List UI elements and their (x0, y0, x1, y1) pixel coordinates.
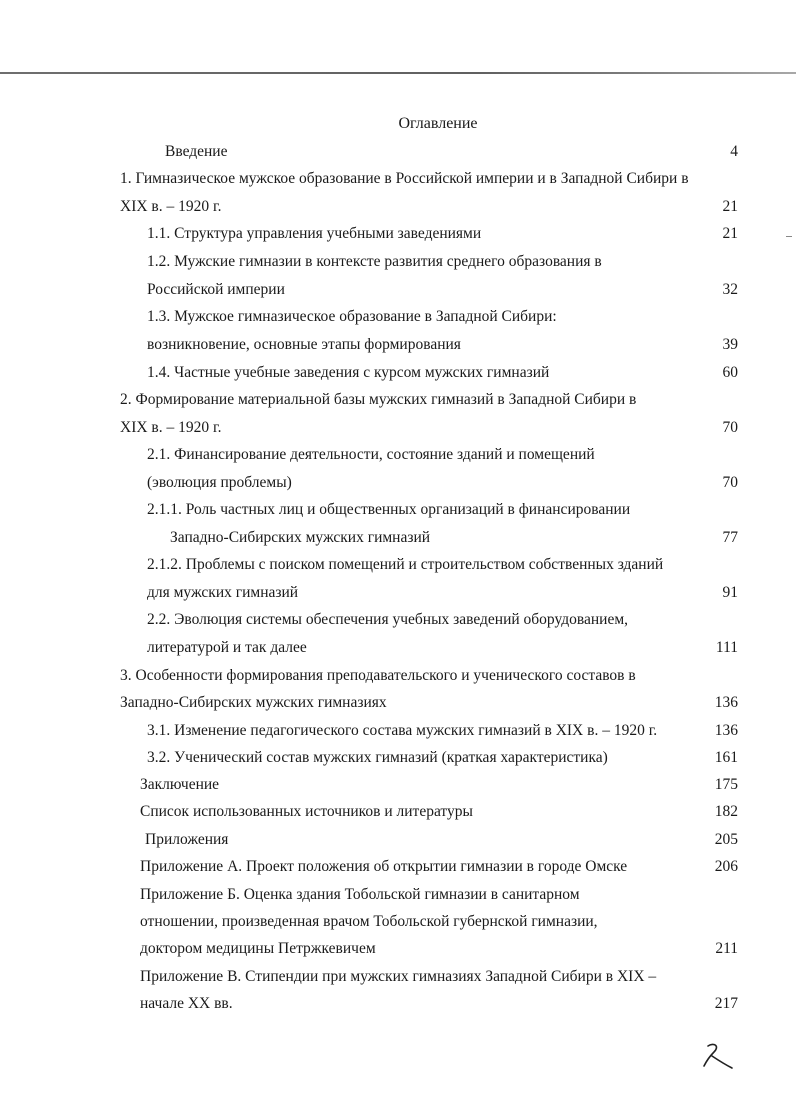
toc-page-number: 91 (722, 584, 738, 601)
toc-page-number: 111 (715, 639, 738, 656)
toc-entry-2-2: 2.2. Эволюция системы обеспечения учебных заведений оборудованием, (147, 611, 629, 628)
toc-page-number: 211 (715, 940, 738, 957)
toc-page-number: 21 (722, 198, 738, 215)
toc-page-number: 70 (722, 474, 738, 491)
toc-entry-2-2-cont: литературой и так далее (147, 639, 307, 656)
toc-entry-1-3-cont: возникновение, основные этапы формирования (147, 336, 461, 353)
toc-entry-chapter-1-cont: XIX в. – 1920 г. (120, 198, 222, 215)
toc-page-number: 21 (722, 225, 738, 242)
toc-page-number: 205 (714, 831, 738, 848)
toc-entry-2-1-cont: (эволюция проблемы) (147, 474, 292, 491)
toc-entry-1-2: 1.2. Мужские гимназии в контексте развития среднего образования в (147, 253, 602, 270)
toc-entry-chapter-2-cont: XIX в. – 1920 г. (120, 419, 222, 436)
toc-entry-chapter-3-cont: Западно-Сибирских мужских гимназиях (120, 694, 387, 711)
scan-top-rule (0, 72, 796, 74)
toc-entry-chapter-1: 1. Гимназическое мужское образование в Российской империи и в Западной Сибири в (120, 170, 689, 187)
toc-entry-3-1: 3.1. Изменение педагогического состава мужских гимназий в XIX в. – 1920 г. (147, 722, 658, 739)
toc-entry-appendix-a: Приложение А. Проект положения об открытии гимназии в городе Омске (140, 858, 628, 875)
toc-entry-appendix-b-cont: отношении, произведенная врачом Тобольской губернской гимназии, (140, 913, 598, 930)
toc-entry-1-1: 1.1. Структура управления учебными заведениями (147, 225, 482, 242)
toc-title: Оглавление (398, 115, 478, 132)
handwritten-page-mark-icon (700, 1040, 734, 1074)
toc-entry-2-1-1-cont: Западно-Сибирских мужских гимназий (170, 529, 431, 546)
toc-page-number: 70 (722, 419, 738, 436)
toc-page-number: 136 (714, 722, 738, 739)
toc-entry-bibliography: Список использованных источников и литературы (140, 803, 473, 820)
toc-entry-1-2-cont: Российской империи (147, 281, 285, 298)
toc-page-number: 182 (714, 803, 738, 820)
toc-page-number: 206 (714, 858, 738, 875)
toc-entry-appendix-v: Приложение В. Стипендии при мужских гимназиях Западной Сибири в XIX – (140, 968, 657, 985)
toc-entry-1-3: 1.3. Мужское гимназическое образование в Западной Сибири: (147, 308, 557, 325)
scan-edge-mark (786, 236, 792, 237)
toc-entry-chapter-3: 3. Особенности формирования преподавательского и ученического составов в (120, 667, 636, 684)
toc-page-number: 32 (722, 281, 738, 298)
toc-page-number: 175 (714, 776, 738, 793)
toc-page-number: 77 (722, 529, 738, 546)
toc-entry-intro: Введение (165, 143, 228, 160)
toc-entry-2-1-1: 2.1.1. Роль частных лиц и общественных организаций в финансировании (147, 501, 631, 518)
toc-page-number: 136 (714, 694, 738, 711)
toc-entry-2-1: 2.1. Финансирование деятельности, состояние зданий и помещений (147, 446, 595, 463)
toc-entry-3-2: 3.2. Ученический состав мужских гимназий (краткая характеристика) (147, 749, 608, 766)
toc-entry-appendix-b-cont: доктором медицины Петржкевичем (140, 940, 376, 957)
toc-page-number: 161 (714, 749, 738, 766)
toc-entry-appendix-b: Приложение Б. Оценка здания Тобольской гимназии в санитарном (140, 886, 580, 903)
toc-entry-chapter-2: 2. Формирование материальной базы мужских гимназий в Западной Сибири в (120, 391, 637, 408)
toc-entry-2-1-2: 2.1.2. Проблемы с поиском помещений и строительством собственных зданий (147, 556, 664, 573)
toc-entry-conclusion: Заключение (140, 776, 220, 793)
toc-entry-appendices: Приложения (145, 831, 229, 848)
toc-entry-2-1-2-cont: для мужских гимназий (147, 584, 299, 601)
toc-page-number: 39 (722, 336, 738, 353)
toc-page-number: 4 (730, 143, 738, 160)
toc-page-number: 60 (722, 364, 738, 381)
toc-page-number: 217 (714, 995, 738, 1012)
toc-entry-1-4: 1.4. Частные учебные заведения с курсом мужских гимназий (147, 364, 550, 381)
toc-entry-appendix-v-cont: начале XX вв. (140, 995, 233, 1012)
